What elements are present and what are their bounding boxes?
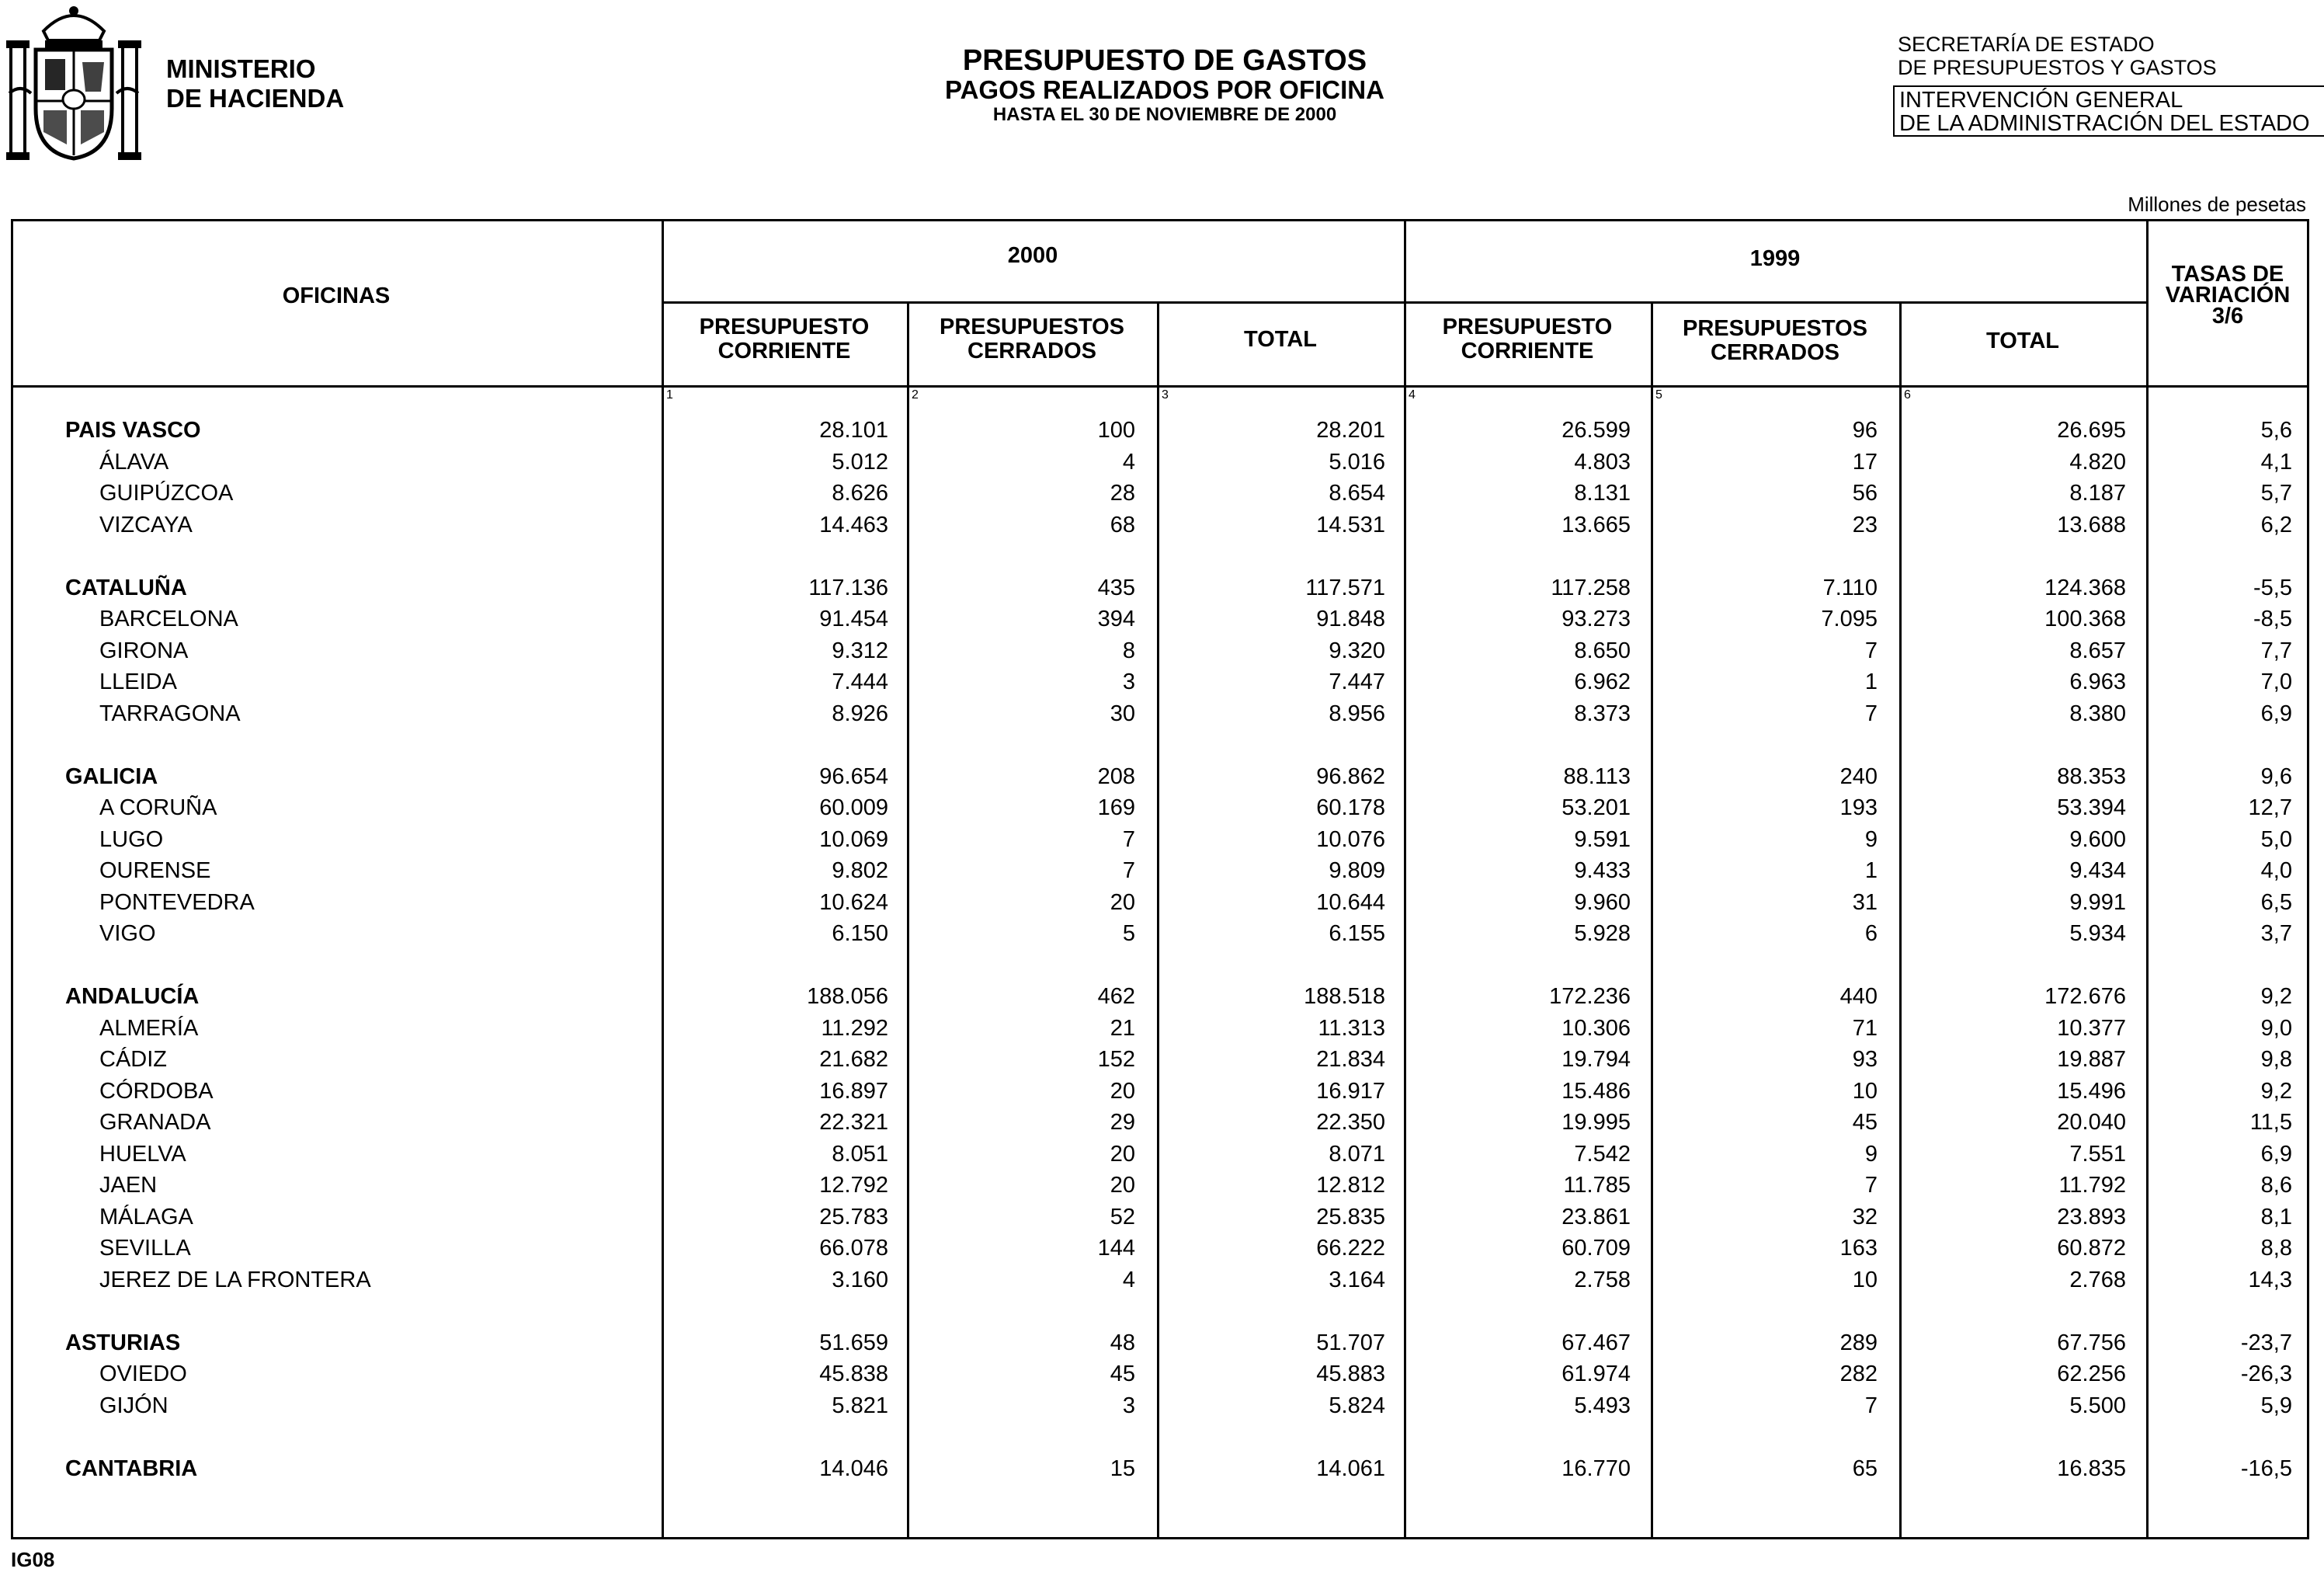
- table-cell: 10.306: [1561, 1015, 1631, 1041]
- table-cell: 11.292: [821, 1015, 888, 1041]
- report-title: PRESUPUESTO DE GASTOS: [962, 44, 1367, 77]
- table-cell: 6,5: [2260, 889, 2292, 915]
- table-cell: 28.101: [819, 418, 888, 443]
- table-cell: 8,8: [2260, 1236, 2292, 1261]
- table-cell: 10.377: [2057, 1015, 2126, 1041]
- table-cell: 96.654: [819, 763, 888, 789]
- coat-of-arms-crest: [5, 0, 143, 162]
- column-number: 2: [912, 388, 919, 402]
- office-row-label: HUELVA: [99, 1141, 186, 1167]
- table-cell: 23: [1852, 512, 1878, 537]
- table-cell: 435: [1097, 575, 1135, 600]
- table-cell: 2.758: [1574, 1267, 1631, 1292]
- table-cell: 10.624: [819, 889, 888, 915]
- pce-line-2: CERRADOS: [1711, 340, 1839, 365]
- table-cell: 15.496: [2057, 1078, 2126, 1104]
- table-cell: 6.963: [2069, 669, 2126, 694]
- table-cell: 23.861: [1561, 1204, 1631, 1229]
- table-cell: 6,2: [2260, 512, 2292, 537]
- table-cell: 19.887: [2057, 1047, 2126, 1072]
- table-cell: 14.531: [1316, 512, 1385, 537]
- col-header-presupuestos-cerrados-1999: [1651, 317, 1899, 365]
- table-cell: 6.155: [1329, 921, 1385, 946]
- grid-line: [1899, 301, 1902, 1539]
- table-cell: 16.917: [1316, 1078, 1385, 1104]
- col-header-total-2000: TOTAL: [1244, 327, 1317, 352]
- table-cell: 394: [1097, 607, 1135, 631]
- table-cell: 9: [1864, 1141, 1878, 1167]
- table-cell: 62.256: [2057, 1362, 2126, 1386]
- table-cell: 10.644: [1316, 889, 1385, 915]
- secretaria-line-2: DE PRESUPUESTOS Y GASTOS: [1898, 56, 2217, 79]
- table-cell: 22.350: [1316, 1110, 1385, 1135]
- table-cell: 9.802: [832, 858, 888, 883]
- table-cell: 21.682: [819, 1047, 888, 1072]
- report-title-block: [854, 45, 1475, 126]
- table-cell: 51.707: [1316, 1330, 1385, 1355]
- table-cell: 20.040: [2057, 1110, 2126, 1135]
- col-header-year-1999: 1999: [1749, 246, 1801, 271]
- table-cell: 16.835: [2057, 1455, 2126, 1481]
- table-cell: 8.131: [1574, 481, 1631, 506]
- table-cell: 8.926: [832, 701, 888, 726]
- table-cell: 25.783: [819, 1204, 888, 1229]
- office-row-label: VIZCAYA: [99, 512, 193, 537]
- table-cell: 5: [1122, 921, 1135, 946]
- table-cell: 100.368: [2044, 607, 2126, 631]
- table-cell: 45: [1110, 1362, 1135, 1386]
- table-cell: 8.380: [2069, 701, 2126, 726]
- table-cell: -23,7: [2240, 1330, 2292, 1355]
- table-cell: 4,0: [2260, 858, 2292, 883]
- table-cell: 7,0: [2260, 669, 2292, 694]
- units-label: Millones de pesetas: [2128, 193, 2306, 216]
- table-cell: 10: [1852, 1078, 1878, 1104]
- table-cell: 5.934: [2069, 921, 2126, 946]
- table-cell: 7: [1864, 1393, 1878, 1418]
- table-cell: 6.962: [1574, 669, 1631, 694]
- secretaria-line-1: SECRETARÍA DE ESTADO: [1898, 33, 2155, 56]
- table-cell: 14.046: [819, 1455, 888, 1481]
- table-cell: 5,0: [2260, 826, 2292, 852]
- column-number: 3: [1162, 388, 1169, 402]
- table-cell: 12,7: [2248, 795, 2292, 820]
- office-row-label: ÁLAVA: [99, 449, 169, 475]
- region-row-label: CANTABRIA: [65, 1455, 198, 1481]
- table-cell: 91.848: [1316, 607, 1385, 631]
- table-cell: 7: [1122, 826, 1135, 852]
- intervencion-line-2: DE LA ADMINISTRACIÓN DEL ESTADO: [1899, 111, 2310, 136]
- table-cell: 9,2: [2260, 984, 2292, 1009]
- office-row-label: VIGO: [99, 921, 156, 946]
- table-cell: 16.897: [819, 1078, 888, 1104]
- table-cell: 19.995: [1561, 1110, 1631, 1135]
- table-cell: 100: [1097, 418, 1135, 443]
- table-cell: 32: [1852, 1204, 1878, 1229]
- pce-line-1: PRESUPUESTOS: [940, 315, 1124, 339]
- office-row-label: SEVILLA: [99, 1236, 191, 1261]
- table-cell: 26.599: [1561, 418, 1631, 443]
- pce-line-2: CERRADOS: [967, 339, 1096, 363]
- office-row-label: JAEN: [99, 1173, 158, 1198]
- pce-line-1: PRESUPUESTOS: [1683, 316, 1867, 341]
- table-cell: 5,9: [2260, 1393, 2292, 1418]
- table-cell: 172.676: [2044, 984, 2126, 1009]
- table-cell: 45.838: [819, 1362, 888, 1386]
- col-header-oficinas: OFICINAS: [282, 283, 391, 308]
- office-row-label: GUIPÚZCOA: [99, 481, 234, 506]
- table-cell: 11.792: [2058, 1173, 2126, 1198]
- ministry-name: [166, 54, 344, 113]
- region-row-label: PAIS VASCO: [65, 418, 201, 443]
- table-cell: 9.809: [1329, 858, 1385, 883]
- table-cell: 22.321: [819, 1110, 888, 1135]
- table-cell: 53.394: [2057, 795, 2126, 820]
- table-cell: 8.051: [832, 1141, 888, 1167]
- table-cell: 25.835: [1316, 1204, 1385, 1229]
- table-cell: 8.956: [1329, 701, 1385, 726]
- table-cell: 240: [1839, 763, 1878, 789]
- table-cell: 10: [1852, 1267, 1878, 1292]
- table-cell: -5,5: [2253, 575, 2292, 600]
- table-cell: 14.463: [819, 512, 888, 537]
- table-cell: 124.368: [2044, 575, 2126, 600]
- table-cell: 7.551: [2069, 1141, 2126, 1167]
- table-cell: 117.571: [1305, 575, 1385, 600]
- table-cell: 4: [1122, 449, 1135, 475]
- table-cell: 9: [1864, 826, 1878, 852]
- pc-line-1: PRESUPUESTO: [1442, 315, 1613, 339]
- table-cell: 4.820: [2069, 449, 2126, 475]
- table-cell: 66.078: [819, 1236, 888, 1261]
- table-cell: 8,6: [2260, 1173, 2292, 1198]
- table-cell: 20: [1110, 1173, 1135, 1198]
- table-cell: 4,1: [2260, 449, 2292, 475]
- table-cell: 96.862: [1316, 763, 1385, 789]
- pc-line-1: PRESUPUESTO: [699, 315, 870, 339]
- table-cell: 65: [1852, 1455, 1878, 1481]
- table-cell: 3: [1122, 669, 1135, 694]
- ministry-line-1: MINISTERIO: [166, 54, 316, 83]
- col-header-year-2000: 2000: [1007, 243, 1058, 268]
- table-cell: 6,9: [2260, 701, 2292, 726]
- table-cell: 3: [1122, 1393, 1135, 1418]
- col-header-presupuesto-corriente-2000: [662, 315, 907, 363]
- region-row-label: ASTURIAS: [65, 1330, 181, 1355]
- table-cell: 13.688: [2057, 512, 2126, 537]
- table-cell: 60.009: [819, 795, 888, 820]
- grid-line: [907, 301, 909, 1539]
- table-cell: 56: [1852, 481, 1878, 506]
- col-header-tasas: [2146, 264, 2309, 327]
- table-cell: 15: [1110, 1455, 1135, 1481]
- table-cell: 9.320: [1329, 638, 1385, 663]
- pc-line-2: CORRIENTE: [717, 339, 851, 363]
- office-row-label: PONTEVEDRA: [99, 889, 255, 915]
- table-cell: 20: [1110, 889, 1135, 915]
- table-cell: 5.824: [1329, 1393, 1385, 1418]
- table-cell: 26.695: [2057, 418, 2126, 443]
- table-cell: 5.928: [1574, 921, 1631, 946]
- table-cell: 282: [1839, 1362, 1878, 1386]
- table-cell: 7: [1864, 1173, 1878, 1198]
- office-row-label: CÁDIZ: [99, 1047, 167, 1072]
- table-cell: 12.792: [819, 1173, 888, 1198]
- table-cell: -16,5: [2240, 1455, 2292, 1481]
- table-cell: 7.110: [1822, 575, 1878, 600]
- table-cell: 7,7: [2260, 638, 2292, 663]
- table-cell: 20: [1110, 1141, 1135, 1167]
- table-cell: 9,2: [2260, 1078, 2292, 1104]
- table-cell: 17: [1852, 449, 1878, 475]
- table-cell: 193: [1839, 795, 1878, 820]
- table-cell: -26,3: [2240, 1362, 2292, 1386]
- table-cell: 144: [1097, 1236, 1135, 1261]
- table-cell: 8.071: [1329, 1141, 1385, 1167]
- table-cell: 8.187: [2069, 481, 2126, 506]
- table-cell: 9,0: [2260, 1015, 2292, 1041]
- office-row-label: GIJÓN: [99, 1393, 168, 1418]
- table-cell: 48: [1110, 1330, 1135, 1355]
- table-cell: 6,9: [2260, 1141, 2292, 1167]
- table-cell: 88.353: [2057, 763, 2126, 789]
- table-cell: 169: [1097, 795, 1135, 820]
- table-cell: 188.056: [807, 984, 888, 1009]
- table-cell: 67.756: [2057, 1330, 2126, 1355]
- table-cell: 16.770: [1561, 1455, 1631, 1481]
- table-cell: 9.591: [1574, 826, 1631, 852]
- table-cell: 31: [1852, 889, 1878, 915]
- office-row-label: OVIEDO: [99, 1362, 187, 1386]
- table-cell: 23.893: [2057, 1204, 2126, 1229]
- table-cell: 3,7: [2260, 921, 2292, 946]
- table-cell: 9.600: [2069, 826, 2126, 852]
- table-cell: 52: [1110, 1204, 1135, 1229]
- region-row-label: GALICIA: [65, 763, 158, 789]
- table-cell: 66.222: [1316, 1236, 1385, 1261]
- table-cell: 9.312: [832, 638, 888, 663]
- table-cell: 71: [1852, 1015, 1878, 1041]
- table-cell: 53.201: [1561, 795, 1631, 820]
- table-cell: 117.136: [808, 575, 888, 600]
- table-cell: 11.313: [1318, 1015, 1385, 1041]
- table-cell: 91.454: [819, 607, 888, 631]
- table-cell: 10.069: [819, 826, 888, 852]
- table-cell: 21: [1110, 1015, 1135, 1041]
- table-cell: 7: [1864, 638, 1878, 663]
- table-cell: 7.095: [1821, 607, 1878, 631]
- report-subtitle: PAGOS REALIZADOS POR OFICINA: [945, 75, 1384, 104]
- secretaria-block: [1898, 33, 2217, 79]
- table-cell: 29: [1110, 1110, 1135, 1135]
- table-cell: 7.447: [1329, 669, 1385, 694]
- grid-line: [1404, 219, 1406, 1539]
- table-cell: 152: [1097, 1047, 1135, 1072]
- tasas-line-3: 3/6: [2211, 304, 2244, 329]
- table-cell: 4: [1122, 1267, 1135, 1292]
- table-cell: 188.518: [1304, 984, 1385, 1009]
- column-number: 1: [666, 388, 673, 402]
- table-cell: 3.164: [1329, 1267, 1385, 1292]
- table-cell: 1: [1864, 669, 1878, 694]
- table-cell: 1: [1864, 858, 1878, 883]
- table-cell: 9,8: [2260, 1047, 2292, 1072]
- office-row-label: TARRAGONA: [99, 701, 241, 726]
- office-row-label: CÓRDOBA: [99, 1078, 214, 1104]
- table-cell: 68: [1110, 512, 1135, 537]
- table-cell: 9.434: [2069, 858, 2126, 883]
- table-cell: 60.872: [2057, 1236, 2126, 1261]
- tasas-line-1: TASAS DE: [2171, 262, 2284, 287]
- table-cell: 60.709: [1561, 1236, 1631, 1261]
- office-row-label: GRANADA: [99, 1110, 211, 1135]
- table-cell: 21.834: [1316, 1047, 1385, 1072]
- table-cell: 5.016: [1329, 449, 1385, 475]
- office-row-label: A CORUÑA: [99, 795, 217, 820]
- column-number: 6: [1904, 388, 1911, 402]
- table-cell: 45.883: [1316, 1362, 1385, 1386]
- table-cell: 8.626: [832, 481, 888, 506]
- table-cell: 6.150: [832, 921, 888, 946]
- grid-line: [11, 385, 2309, 388]
- table-cell: 8.654: [1329, 481, 1385, 506]
- table-cell: 8,1: [2260, 1204, 2292, 1229]
- col-header-presupuestos-cerrados-2000: [907, 315, 1157, 363]
- intervencion-line-1: INTERVENCIÓN GENERAL: [1899, 88, 2183, 113]
- table-cell: 8: [1122, 638, 1135, 663]
- office-row-label: LLEIDA: [99, 669, 177, 694]
- grid-line: [1157, 301, 1159, 1539]
- table-cell: 3.160: [832, 1267, 888, 1292]
- table-cell: 8.657: [2069, 638, 2126, 663]
- table-cell: 7: [1122, 858, 1135, 883]
- table-cell: 8.650: [1574, 638, 1631, 663]
- column-number: 5: [1655, 388, 1662, 402]
- table-cell: 67.467: [1561, 1330, 1631, 1355]
- table-cell: 14.061: [1316, 1455, 1385, 1481]
- table-cell: 19.794: [1561, 1047, 1631, 1072]
- table-cell: 5.493: [1574, 1393, 1631, 1418]
- table-cell: 5.821: [832, 1393, 888, 1418]
- table-cell: 13.665: [1561, 512, 1631, 537]
- table-cell: 208: [1097, 763, 1135, 789]
- tasas-line-2: VARIACIÓN: [2165, 283, 2291, 308]
- pc-line-2: CORRIENTE: [1461, 339, 1594, 363]
- office-row-label: LUGO: [99, 826, 164, 852]
- office-row-label: MÁLAGA: [99, 1204, 193, 1229]
- col-header-total-1999: TOTAL: [1986, 329, 2059, 353]
- table-cell: 28: [1110, 481, 1135, 506]
- office-row-label: OURENSE: [99, 858, 211, 883]
- table-cell: 12.812: [1316, 1173, 1385, 1198]
- table-cell: 93.273: [1561, 607, 1631, 631]
- table-cell: 5.500: [2069, 1393, 2126, 1418]
- table-cell: 96: [1852, 418, 1878, 443]
- office-row-label: BARCELONA: [99, 607, 238, 631]
- table-cell: 5,6: [2260, 418, 2292, 443]
- region-row-label: CATALUÑA: [65, 575, 187, 600]
- report-date-line: HASTA EL 30 DE NOVIEMBRE DE 2000: [992, 104, 1337, 125]
- table-cell: 117.258: [1551, 575, 1631, 600]
- col-header-presupuesto-corriente-1999: [1404, 315, 1651, 363]
- table-cell: 172.236: [1549, 984, 1631, 1009]
- table-cell: 9.433: [1574, 858, 1631, 883]
- table-cell: 15.486: [1561, 1078, 1631, 1104]
- table-cell: 61.974: [1561, 1362, 1631, 1386]
- table-cell: 45: [1852, 1110, 1878, 1135]
- table-cell: 9.960: [1574, 889, 1631, 915]
- footer-code: IG08: [11, 1548, 55, 1571]
- table-cell: 14,3: [2248, 1267, 2292, 1292]
- table-cell: 9.991: [2069, 889, 2126, 915]
- table-cell: 8.373: [1574, 701, 1631, 726]
- ministry-line-2: DE HACIENDA: [166, 84, 345, 113]
- office-row-label: GIRONA: [99, 638, 189, 663]
- column-number: 4: [1409, 388, 1416, 402]
- table-cell: 9,6: [2260, 763, 2292, 789]
- table-cell: 2.768: [2069, 1267, 2126, 1292]
- region-row-label: ANDALUCÍA: [65, 984, 200, 1009]
- table-cell: 93: [1852, 1047, 1878, 1072]
- table-cell: 51.659: [819, 1330, 888, 1355]
- grid-line: [1651, 301, 1653, 1539]
- table-cell: 11.785: [1563, 1173, 1631, 1198]
- table-cell: 7.542: [1574, 1141, 1631, 1167]
- table-cell: 7.444: [832, 669, 888, 694]
- table-cell: -8,5: [2253, 607, 2292, 631]
- table-cell: 88.113: [1563, 763, 1631, 789]
- table-cell: 289: [1839, 1330, 1878, 1355]
- table-cell: 60.178: [1316, 795, 1385, 820]
- table-cell: 30: [1110, 701, 1135, 726]
- table-cell: 5,7: [2260, 481, 2292, 506]
- table-cell: 6: [1864, 921, 1878, 946]
- table-cell: 4.803: [1574, 449, 1631, 475]
- table-cell: 10.076: [1316, 826, 1385, 852]
- office-row-label: JEREZ DE LA FRONTERA: [99, 1267, 371, 1292]
- table-cell: 5.012: [832, 449, 888, 475]
- table-cell: 20: [1110, 1078, 1135, 1104]
- grid-line: [662, 301, 2146, 304]
- table-cell: 440: [1839, 984, 1878, 1009]
- table-cell: 7: [1864, 701, 1878, 726]
- table-cell: 28.201: [1316, 418, 1385, 443]
- grid-line: [662, 219, 664, 1539]
- table-cell: 462: [1097, 984, 1135, 1009]
- intervencion-box: [1893, 85, 2324, 137]
- table-cell: 163: [1839, 1236, 1878, 1261]
- office-row-label: ALMERÍA: [99, 1015, 199, 1041]
- table-cell: 11,5: [2249, 1110, 2292, 1135]
